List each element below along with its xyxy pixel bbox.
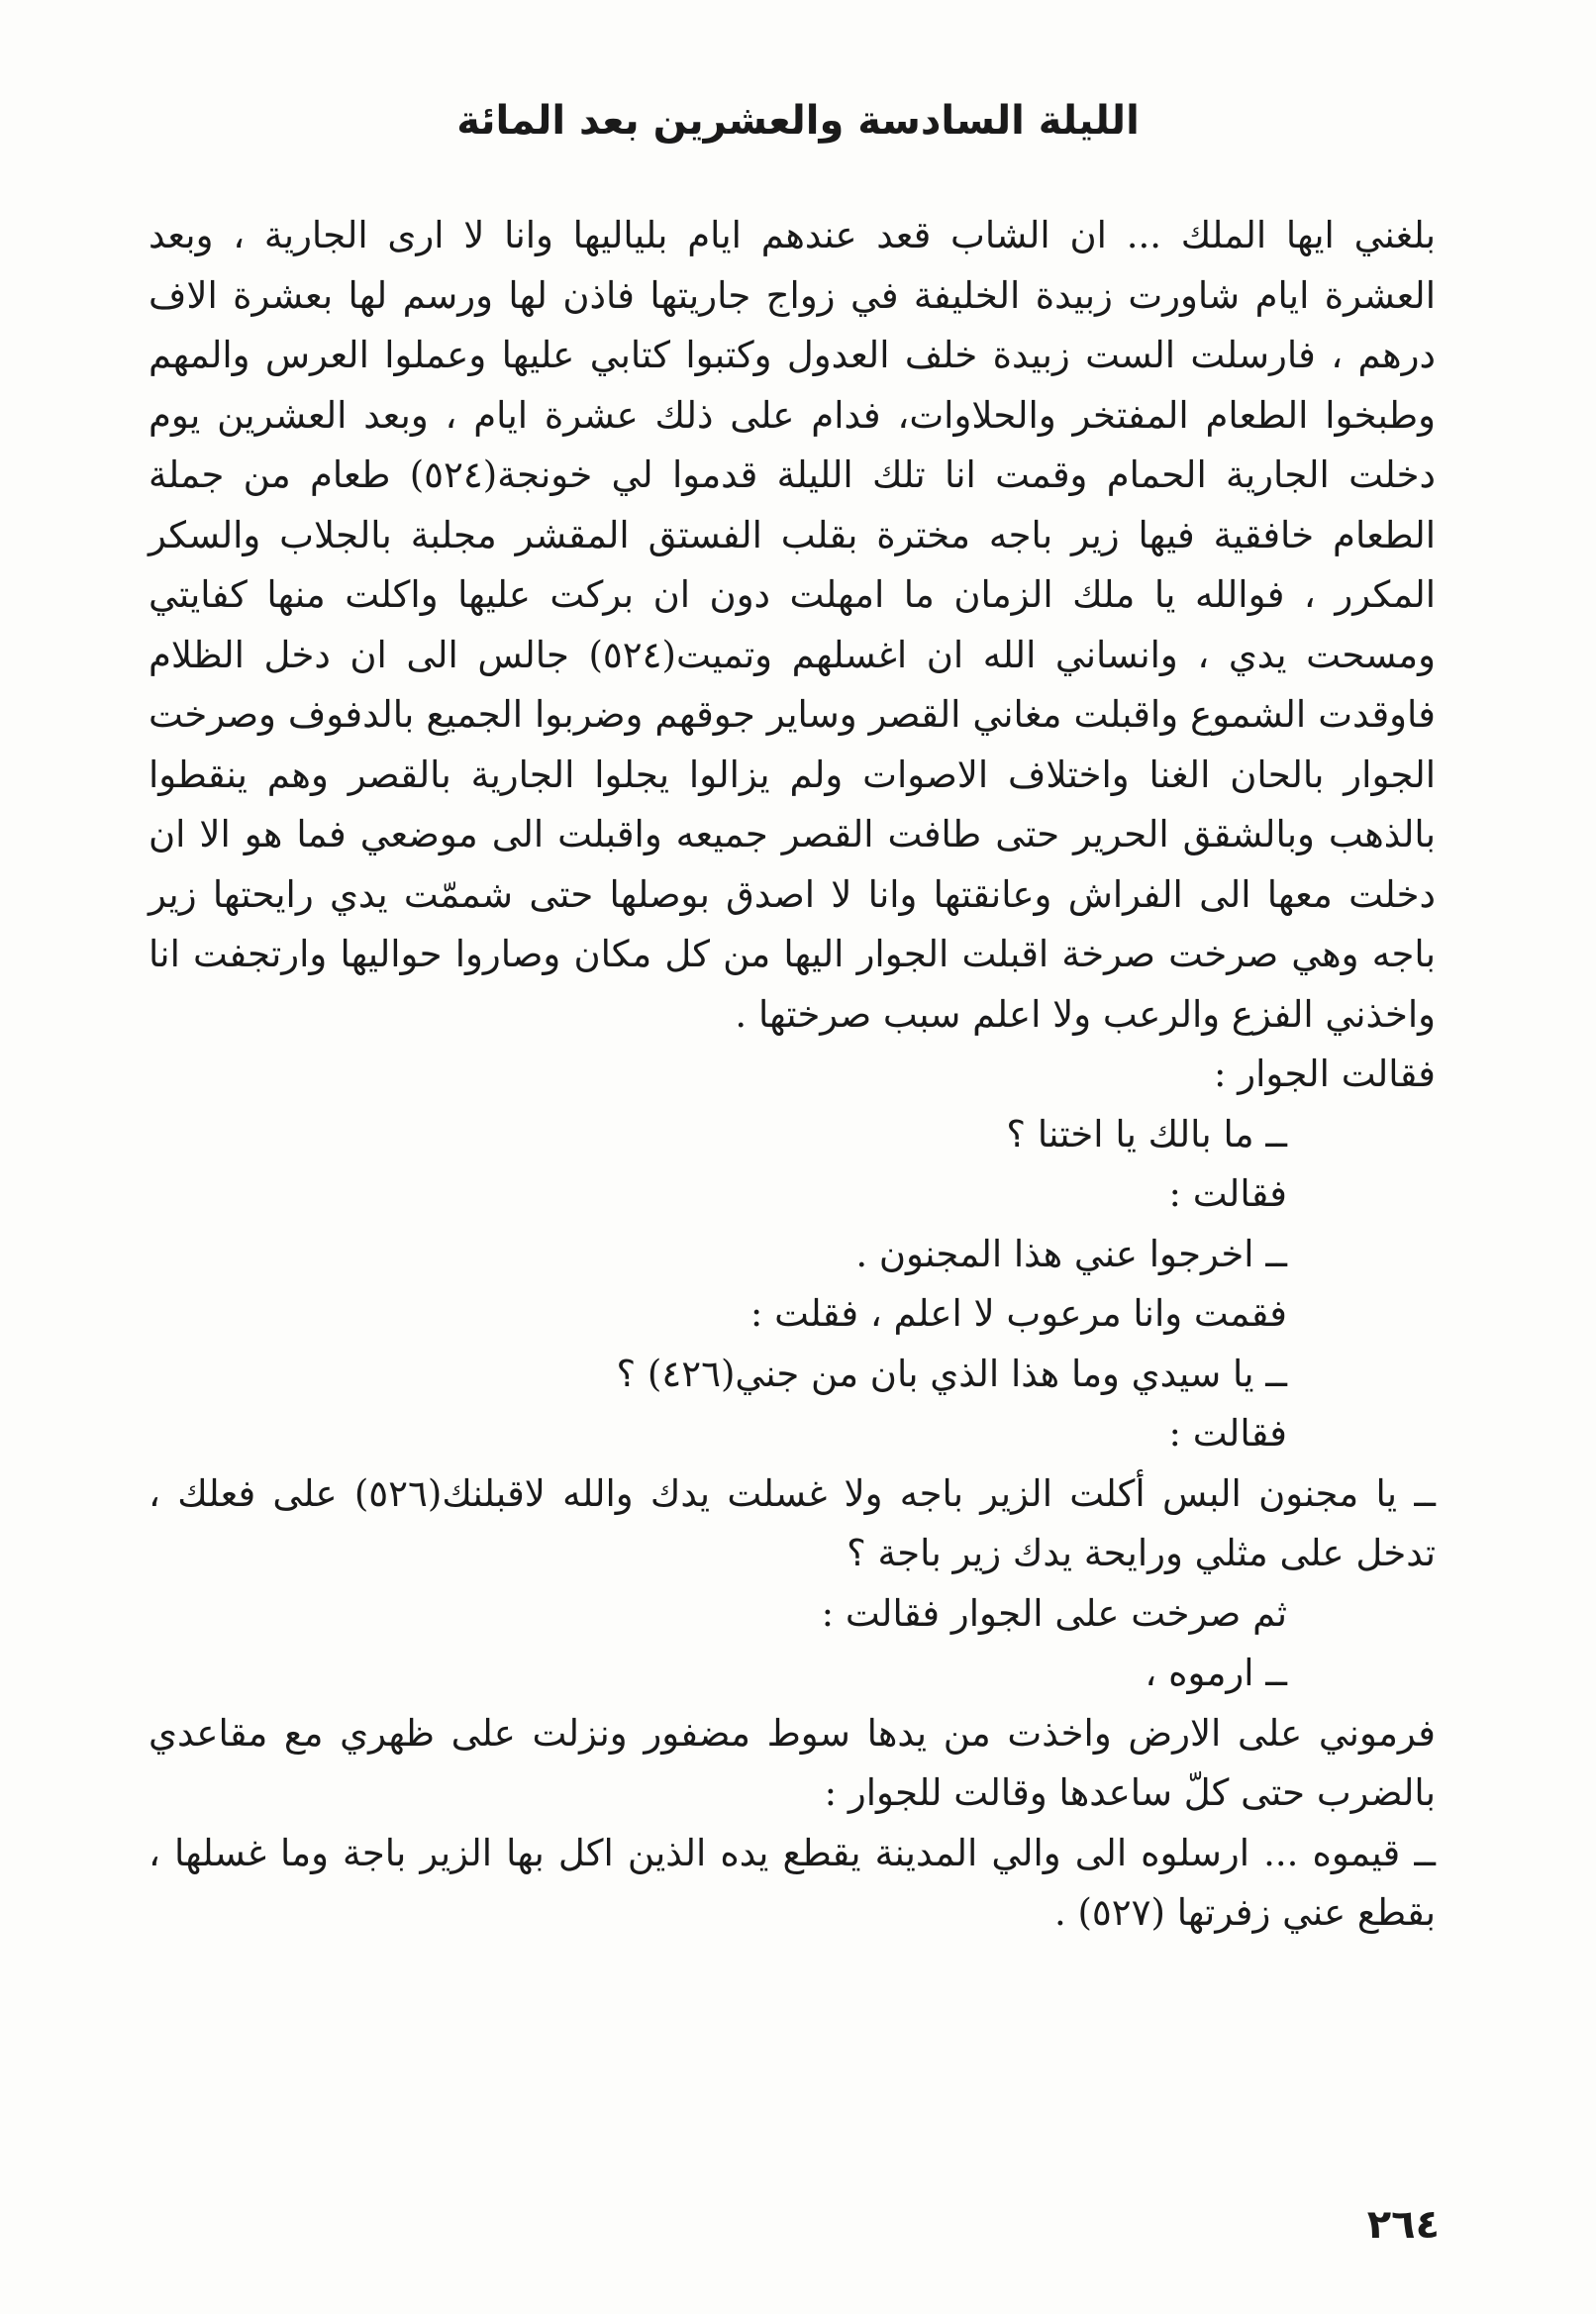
dialogue-line-2: ــ اخرجوا عني هذا المجنون . <box>855 1232 1287 1275</box>
dialogue-line-final: ــ قيموه ... ارسلوه الى والي المدينة يقطع يده الذين اكل بها الزير باجة وما غسلها ، بقطع عني زفرتها (٥٢٧) . <box>149 1831 1436 1934</box>
dialogue-line-1: ــ ما بالك يا اختنا ؟ <box>1006 1112 1287 1156</box>
paragraph-2: فرموني على الارض واخذت من يدها سوط مضفور ونزلت على ظهري مع مقاعدي بالضرب حتى كلّ ساعدها وقالت للجوار : <box>149 1711 1436 1814</box>
said-line-2: فقالت : <box>1168 1412 1287 1455</box>
dialogue-intro-line: فقالت الجوار : <box>1214 1053 1436 1095</box>
page-number: ٢٦٤ <box>1366 2202 1440 2248</box>
paragraph-1: بلغني ايها الملك ... ان الشاب قعد عندهم ايام بلياليها وانا لا ارى الجارية ، وبعد العشرة ايام شاورت زبيدة الخليفة في زواج جاريتها فاذن لها ورسم لها بعشرة الاف درهم ، فارسلت الست زبيدة خلف العدول وكتبوا كتابي عليها وعملوا العرس والمهم وطبخوا الطعام المفتخر والحلاوات، فدام على ذلك عشرة ايام ، وبعد العشرين يوم دخلت الجارية الحمام وقمت انا تلك الليلة قدموا لي خونجة(٥٢٤) طعام من جملة الطعام خافقية فيها زير باجه مخترة بقلب الفستق المقشر مجلبة بالجلاب والسكر المكرر ، فوالله يا ملك الزمان ما امهلت دون ان بركت عليها واكلت منها كفايتي ومسحت يدي ، وانساني الله ان اغسلهم وتميت(٥٢٤) جالس الى ان دخل الظلام فاوقدت الشموع واقبلت مغاني القصر وساير جوقهم وضربوا الجميع بالدفوف وصرخت الجوار بالحان الغنا واختلاف الاصوات ولم يزالوا يجلوا الجارية بالقصر وهم ينقطوا بالذهب وبالشقق الحرير حتى طافت القصر جميعه واقبلت الى موضعي فما هو الا ان دخلت معها الى الفراش وعانقتها وانا لا اصدق بوصلها حتى شممّت يدي رايحتها زير باجه وهي صرخت صرخة اقبلت الجوار اليها من كل مكان وصاروا حواليها وارتجفت انا واخذني الفزع والرعب ولا اعلم سبب صرختها . <box>149 214 1436 1036</box>
dialogue-line-5: ــ ارموه ، <box>1145 1652 1287 1694</box>
page-body <box>149 206 1436 1944</box>
dialogue-line-3: ــ يا سيدي وما هذا الذي بان من جني(٤٢٦) ؟ <box>616 1352 1287 1395</box>
narration-stood: فقمت وانا مرعوب لا اعلم ، فقلت : <box>749 1292 1287 1335</box>
said-line-1: فقالت : <box>1168 1172 1287 1215</box>
chapter-title: الليلة السادسة والعشرين بعد المائة <box>456 98 1140 144</box>
narration-then-cried: ثم صرخت على الجوار فقالت : <box>821 1591 1287 1635</box>
dialogue-line-4: ــ يا مجنون البس أكلت الزير باجه ولا غسلت يدك والله لاقبلنك(٥٢٦) على فعلك ، تدخل على مثلي ورايحة يدك زير باجة ؟ <box>149 1471 1436 1574</box>
